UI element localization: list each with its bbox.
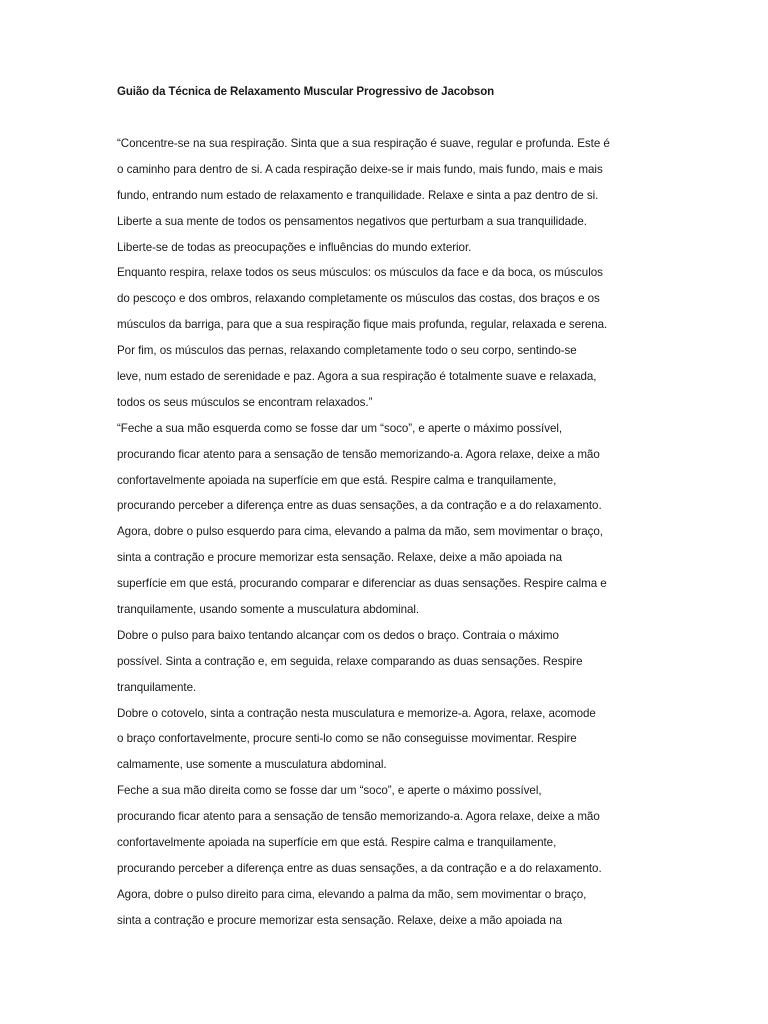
text-line: Agora, dobre o pulso esquerdo para cima, elevando a palma da mão, sem movimentar o braço, (117, 525, 603, 539)
text-line: confortavelmente apoiada na superfície em que está. Respire calma e tranquilamente, (117, 836, 557, 850)
text-line: Liberte-se de todas as preocupações e influências do mundo exterior. (117, 240, 472, 254)
text-line: Feche a sua mão direita como se fosse dar um “soco”, e aperte o máximo possível, (117, 784, 542, 798)
text-line: do pescoço e dos ombros, relaxando completamente os músculos das costas, dos braços e os (117, 292, 600, 306)
document-title: Guião da Técnica de Relaxamento Muscular Progressivo de Jacobson (117, 86, 495, 98)
text-line: Agora, dobre o pulso direito para cima, elevando a palma da mão, sem movimentar o braço, (117, 887, 587, 901)
text-line: procurando ficar atento para a sensação de tensão memorizando-a. Agora relaxe, deixe a mão (117, 810, 600, 824)
text-line: o braço confortavelmente, procure senti-lo como se não conseguisse movimentar. Respire (117, 732, 577, 746)
text-line: Por fim, os músculos das pernas, relaxando completamente todo o seu corpo, sentindo-se (117, 344, 577, 358)
text-line: músculos da barriga, para que a sua respiração fique mais profunda, regular, relaxada e serena. (117, 318, 608, 332)
text-line: Dobre o pulso para baixo tentando alcançar com os dedos o braço. Contraia o máximo (117, 628, 559, 642)
text-line: “Feche a sua mão esquerda como se fosse dar um “soco”, e aperte o máximo possível, (117, 421, 563, 435)
text-line: tranquilamente. (117, 680, 197, 694)
text-line: Dobre o cotovelo, sinta a contração nesta musculatura e memorize-a. Agora, relaxe, acomode (117, 706, 596, 720)
text-line: Liberte a sua mente de todos os pensamentos negativos que perturbam a sua tranquilidade. (117, 214, 587, 228)
text-line: confortavelmente apoiada na superfície em que está. Respire calma e tranquilamente, (117, 473, 557, 487)
text-line: o caminho para dentro de si. A cada respiração deixe-se ir mais fundo, mais fundo, mais e mais (117, 162, 603, 176)
text-line: tranquilamente, usando somente a musculatura abdominal. (117, 603, 420, 617)
text-line: todos os seus músculos se encontram relaxados.” (117, 395, 373, 409)
text-line: procurando perceber a diferença entre as duas sensações, a da contração e a do relaxamento. (117, 861, 602, 875)
document-body (117, 134, 737, 937)
text-line: procurando perceber a diferença entre as duas sensações, a da contração e a do relaxamento. (117, 499, 602, 513)
text-line: possível. Sinta a contração e, em seguida, relaxe comparando as duas sensações. Respire (117, 654, 583, 668)
text-line: Enquanto respira, relaxe todos os seus músculos: os músculos da face e da boca, os músculos (117, 266, 603, 280)
text-line: “Concentre-se na sua respiração. Sinta que a sua respiração é suave, regular e profunda. Este é (117, 137, 610, 150)
text-line: leve, num estado de serenidade e paz. Agora a sua respiração é totalmente suave e relaxada, (117, 370, 597, 384)
text-line: superfície em que está, procurando comparar e diferenciar as duas sensações. Respire calma e (117, 577, 607, 591)
text-line: calmamente, use somente a musculatura abdominal. (117, 758, 387, 772)
text-line: sinta a contração e procure memorizar esta sensação. Relaxe, deixe a mão apoiada na (117, 551, 563, 565)
text-line: sinta a contração e procure memorizar esta sensação. Relaxe, deixe a mão apoiada na (117, 913, 563, 927)
text-line: procurando ficar atento para a sensação de tensão memorizando-a. Agora relaxe, deixe a mão (117, 447, 600, 461)
text-line: fundo, entrando num estado de relaxamento e tranquilidade. Relaxe e sinta a paz dentro de si. (117, 188, 599, 202)
